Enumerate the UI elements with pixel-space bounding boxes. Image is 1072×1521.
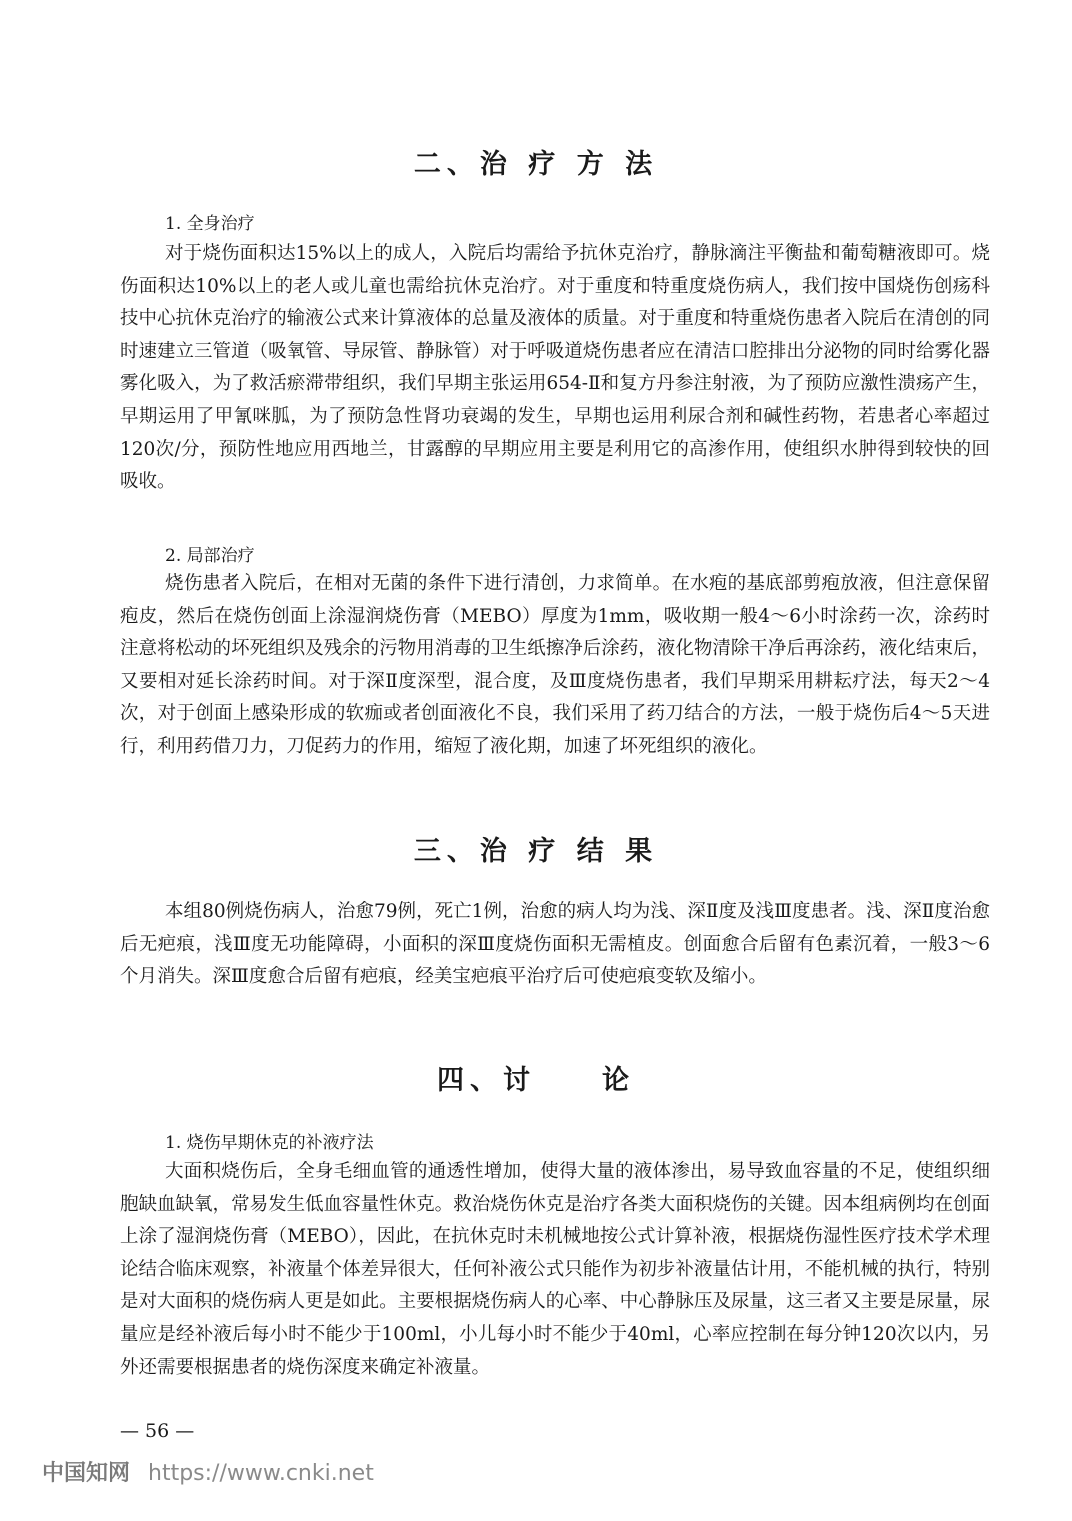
page-number: — 56 — [120, 1420, 195, 1442]
paragraph-local-treatment: 烧伤患者入院后，在相对无菌的条件下进行清创，力求简单。在水疱的基底部剪疱放液，但注意保留疱皮，然后在烧伤创面上涂湿润烧伤膏（MEBO）厚度为1mm，吸收期一般4～6小时涂药一次，涂药时注意将松动的坏死组织及残余的污物用消毒的卫生纸擦净后涂药，液化物清除干净后再涂药，液化结束后，又要相对延长涂药时间。对于深Ⅱ度深型，混合度，及Ⅲ度烧伤患者，我们早期采用耕耘疗法，每天2～4次，对于创面上感染形成的软痂或者创面液化不良，我们采用了药刀结合的方法，一般于烧伤后4～5天进行，利用药借刀力，刀促药力的作用，缩短了液化期，加速了坏死组织的液化。 [120, 573, 990, 757]
section-title-results: 三、治 疗 结 果 [413, 836, 659, 867]
paragraph-results: 本组80例烧伤病人，治愈79例，死亡1例，治愈的病人均为浅、深Ⅱ度及浅Ⅲ度患者。浅、深Ⅱ度治愈后无疤痕，浅Ⅲ度无功能障碍，小面积的深Ⅲ度烧伤面积无需植皮。创面愈合后留有色素沉着，一般3～6个月消失。深Ⅲ度愈合后留有疤痕，经美宝疤痕平治疗后可使疤痕变软及缩小。 [120, 901, 990, 988]
watermark-brand: 中国知网 [42, 1461, 131, 1486]
subsection-title-systemic: 1. 全身治疗 [165, 214, 255, 234]
subsection-title-local: 2. 局部治疗 [165, 546, 255, 566]
cnki-watermark [42, 1456, 374, 1487]
paragraph-systemic-treatment: 对于烧伤面积达15%以上的成人，入院后均需给予抗休克治疗，静脉滴注平衡盐和葡萄糖液即可。烧伤面积达10%以上的老人或儿童也需给抗休克治疗。对于重度和特重度烧伤病人，我们按中国烧伤创疡科技中心抗休克治疗的输液公式来计算液体的总量及液体的质量。对于重度和特重烧伤患者入院后在清创的同时速建立三管道（吸氧管、导尿管、静脉管）对于呼吸道烧伤患者应在清洁口腔排出分泌物的同时给雾化器雾化吸入，为了救活瘀滞带组织，我们早期主张运用654-Ⅱ和复方丹参注射液，为了预防应激性溃疡产生，早期运用了甲氰咪胍，为了预防急性肾功衰竭的发生，早期也运用利尿合剂和碱性药物，若患者心率超过120次/分，预防性地应用西地兰，甘露醇的早期应用主要是利用它的高渗作用，使组织水肿得到较快的回吸收。 [120, 243, 990, 493]
subsection-title-fluid-therapy: 1. 烧伤早期休克的补液疗法 [165, 1133, 374, 1153]
section-title-methods: 二、治 疗 方 法 [413, 149, 659, 180]
watermark-url: https://www.cnki.net [148, 1461, 374, 1486]
section-title-discussion: 四、讨 论 [437, 1065, 635, 1096]
paragraph-fluid-therapy: 大面积烧伤后，全身毛细血管的通透性增加，使得大量的液体渗出，易导致血容量的不足，使组织细胞缺血缺氧，常易发生低血容量性休克。救治烧伤休克是治疗各类大面积烧伤的关键。因本组病例均在创面上涂了湿润烧伤膏（MEBO），因此，在抗休克时未机械地按公式计算补液，根据烧伤湿性医疗技术学术理论结合临床观察，补液量个体差异很大，任何补液公式只能作为初步补液量估计用，不能机械的执行，特别是对大面积的烧伤病人更是如此。主要根据烧伤病人的心率、中心静脉压及尿量，这三者又主要是尿量，尿量应是经补液后每小时不能少于100ml，小儿每小时不能少于40ml，心率应控制在每分钟120次以内，另外还需要根据患者的烧伤深度来确定补液量。 [120, 1161, 990, 1378]
